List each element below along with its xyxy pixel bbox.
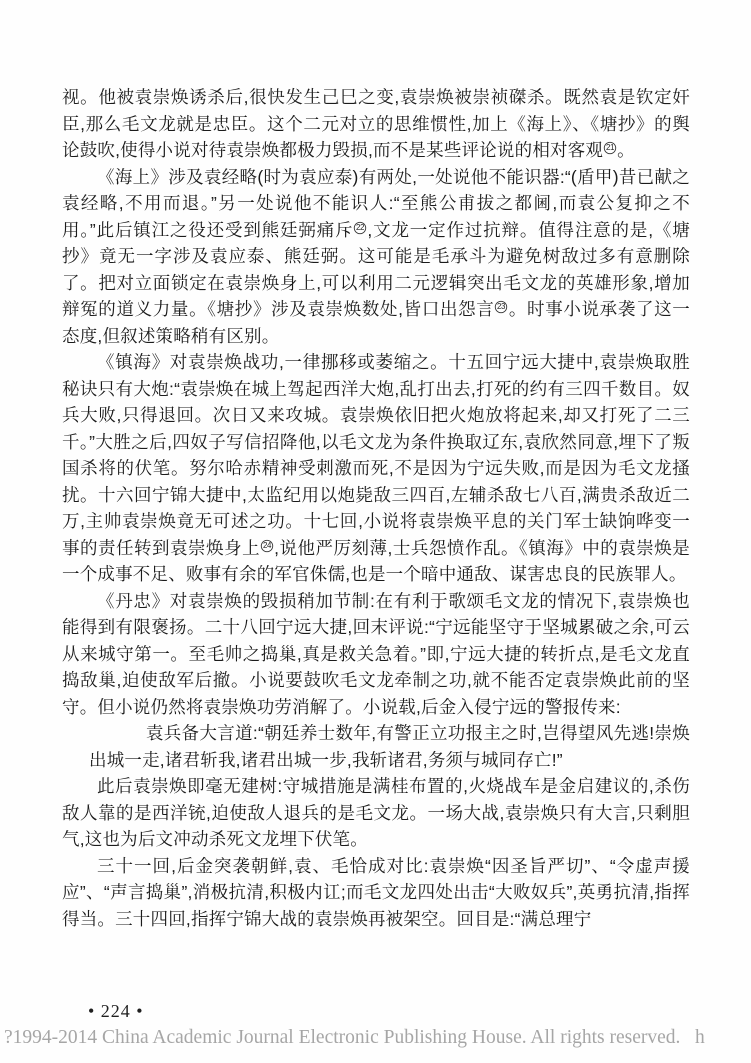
- paragraph: [62, 349, 690, 588]
- page-number: • 224 •: [88, 1001, 144, 1021]
- footnote-marker-23: 23: [495, 301, 507, 313]
- paragraph: [62, 164, 690, 350]
- footnote-marker-22: 22: [354, 221, 366, 233]
- article-body: [62, 84, 690, 932]
- paragraph-text: ,文龙一定作过抗辩。值得注意的是,《塘抄》竟无一字涉及袁应泰、熊廷弼。这可能是毛承斗为避免树敌过多有意删除了。把对立面锁定在袁崇焕身上,可以利用二元逻辑突出毛文龙的英雄形象,增加辩冤的道义力量。《塘抄》涉及袁崇焕数处,皆口出怨言: [62, 219, 690, 319]
- footnote-marker-24: 24: [261, 539, 273, 551]
- paragraph-text: 。: [617, 140, 635, 160]
- block-quote: 袁兵备大言道:“朝廷养士数年,有警正立功报主之时,岂得望风先逃!崇焕出城一走,诸君斩我,诸君出城一步,我斩诸君,务须与城同存亡!”: [89, 723, 690, 770]
- watermark-text: ?1994-2014 China Academic Journal Electronic Publishing House. All rights reserved. h: [4, 1027, 705, 1048]
- paragraph-text: 《海上》涉及袁经略(时为袁应泰)有两处,一处说他不能识器:“(盾甲)昔已献之袁经略,不用而退。”另一处说他不能识人:“至熊公甫拔之都阃,而袁公复抑之不用。”此后镇江之役还受到熊廷弼痛斥: [62, 166, 690, 240]
- paragraph-text: 。时事小说承袭了这一态度,但叙述策略稍有区别。: [62, 299, 690, 346]
- paragraph: 三十一回,后金突袭朝鲜,袁、毛恰成对比:袁崇焕“因圣旨严切”、“令虚声援应”、“声言捣巢”,消极抗清,积极内讧;而毛文龙四处出击“大败奴兵”,英勇抗清,指挥得当。三十四回,指挥宁锦大战的袁崇焕再被架空。回目是:“满总理宁: [62, 855, 690, 929]
- paragraph-text: ,说他严厉刻薄,士兵怨愤作乱。《镇海》中的袁崇焕是一个成事不足、败事有余的军官侏儒,也是一个暗中通敌、谋害忠良的民族罪人。: [62, 537, 690, 584]
- footnote-marker-21: 21: [604, 142, 616, 154]
- paragraph: [62, 84, 690, 164]
- paragraph: 此后袁崇焕即毫无建树:守城措施是满桂布置的,火烧战车是金启建议的,杀伤敌人靠的是西洋铳,迫使敌人退兵的是毛文龙。一场大战,袁崇焕只有大言,只剩胆气,这也为后文冲动杀死文龙埋下伏笔。: [62, 776, 690, 849]
- paragraph-text: 视。他被袁崇焕诱杀后,很快发生己巳之变,袁崇焕被崇祯磔杀。既然袁是钦定奸臣,那么毛文龙就是忠臣。这个二元对立的思维惯性,加上《海上》、《塘抄》的舆论鼓吹,使得小说对待袁崇焕都极力毁损,而不是某些评论说的相对客观: [62, 87, 690, 160]
- paragraph: 《丹忠》对袁崇焕的毁损稍加节制:在有利于歌颂毛文龙的情况下,袁崇焕也能得到有限褒扬。二十八回宁远大捷,回末评说:“宁远能坚守于坚城累破之余,可云从来城守第一。至毛帅之捣巢,真是救关急着。”即,宁远大捷的转折点,是毛文龙直捣敌巢,迫使敌军后撤。小说要鼓吹毛文龙牵制之功,就不能否定袁崇焕此前的坚守。但小说仍然将袁崇焕功劳消解了。小说载,后金入侵宁远的警报传来:: [62, 590, 690, 717]
- paragraph-text: 《镇海》对袁崇焕战功,一律挪移或萎缩之。十五回宁远大捷中,袁崇焕取胜秘诀只有大炮:“袁崇焕在城上驾起西洋大炮,乱打出去,打死的约有三四千数目。奴兵大败,只得退回。次日又来攻城。袁崇焕依旧把火炮放将起来,却又打死了二三千。”大胜之后,四奴子写信招降他,以毛文龙为条件换取辽东,袁欣然同意,埋下了叛国杀将的伏笔。努尔哈赤精神受刺激而死,不是因为宁远失败,而是因为毛文龙搔扰。十六回宁锦大捷中,太监纪用以炮毙敌三四百,左辅杀敌七八百,满贵杀敌近二万,主帅袁崇焕竟无可述之功。十七回,小说将袁崇焕平息的关门军士缺饷哗变一事的责任转到袁崇焕身上: [62, 352, 690, 558]
